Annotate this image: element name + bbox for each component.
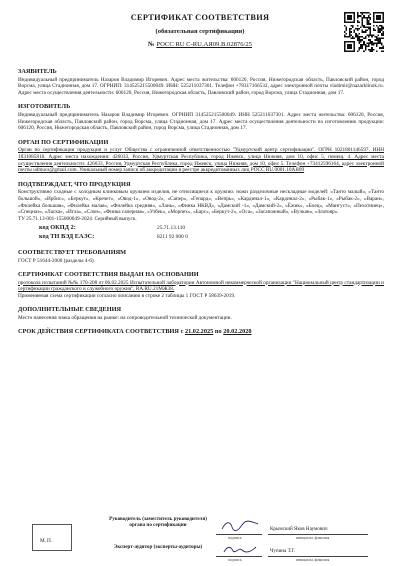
additional-info-heading: ДОПОЛНИТЕЛЬНЫЕ СВЕДЕНИЯ bbox=[18, 306, 122, 314]
expert-signature-icon bbox=[222, 543, 258, 556]
expert-name-line bbox=[268, 556, 368, 557]
manufacturer-text: Индивидуальный предприниматель Назаров Владимир Игоревич. ОГРНИП 314525215500049. ИНН 525211037301. Адрес места жительства: 606120, Россия, Нижегородская область, Павловский район, город Ворсма, улица Стадионная, дом 17. Адрес места осуществления деятельности по изготовлению продукции: 606120, Россия, Нижегородская область, Павловский район, город Ворсма, улица Стадионная, дом 17. bbox=[18, 111, 384, 132]
head-name: Крымский Яков Наумович bbox=[270, 526, 328, 532]
certificate-title: СЕРТИФИКАТ СООТВЕТСТВИЯ bbox=[130, 13, 270, 22]
qr-code bbox=[344, 12, 384, 52]
okpd2-code-row bbox=[39, 224, 384, 234]
head-name-line bbox=[268, 534, 368, 535]
head-signature-caption: подпись bbox=[228, 536, 242, 540]
registration-number-label: № bbox=[148, 41, 155, 48]
expert-signature-line bbox=[216, 556, 262, 557]
requirements-text: ГОСТ Р 51644-2000 (разделы 4-6). bbox=[18, 257, 95, 264]
basis-heading: СЕРТИФИКАТ СООТВЕТСТВИЯ ВЫДАН НА ОСНОВАНИИ bbox=[18, 271, 199, 278]
product-codes bbox=[18, 224, 384, 243]
tnved-code-label: код ТН ВЭД ЕАЭС: bbox=[39, 233, 95, 241]
applicant-text: Индивидуальный предприниматель Назаров Владимир Игоревич. Адрес места жительства: 606120, Россия, Нижегородская область, Павловский район, город Ворсма, улица Стадионная, дом 17. ОГРНИП: 314525215500049. ИНН: 525211037301. Телефон +78317166532, адрес электронной почты vladimir@nazarklinok.ru. Адрес места осуществления деятельности: 606120, Россия, Нижегородская область, Павловский район, город Ворсма, улица Стадионная, дом 17. bbox=[18, 76, 384, 96]
product-section bbox=[18, 181, 384, 243]
product-text: Конструктивно сходные с холодным клинковым оружием изделия, не относящиеся к оружию: ножи разделочные нескладные моделей: «Танто малый», «Танто большой», «Ирбис», «Беркут», «Кречет», «Овод-1», «Овод-2», «Сапер», «Гепард», «Вепрь», «Кардинал-1», «Кардинал-2», «Рыбак-1», «Рыбак-2», «Варан», «Филейка большая», «Филейка малая», «Филейка средняя», «Лань», «Финка НКВД», «Дамский -1», «Дамский-2», «Ёжик», «Боец», «Мангуст», «Пехотинец», «Спецназ», «Ласка», «Игла», «Слон», «Финка саперная», «Узбек», «Морпех», «Барс», «Беркут-2», «Оса», «Засапожный», «Вулкан», «Златояр». bbox=[18, 189, 384, 216]
okpd2-code-label: код ОКПД 2: bbox=[39, 223, 76, 231]
okpd2-code-value: 25.71.13.110 bbox=[157, 224, 186, 231]
stamp-label: М.П. bbox=[40, 538, 54, 544]
requirements-heading: СООТВЕТСТВУЕТ ТРЕБОВАНИЯМ bbox=[18, 249, 127, 257]
certification-body-section bbox=[18, 139, 384, 175]
expert-name-caption: инициалы, фамилия bbox=[296, 558, 330, 562]
manufacturer-heading: ИЗГОТОВИТЕЛЬ bbox=[18, 103, 71, 111]
expert-signature-caption: подпись bbox=[228, 558, 242, 562]
certification-body-text: Орган по сертификации продукции и услуг Общества с ограниченной ответственностью "Удмуртский центр сертификации". ОГРН 1021801146597. ИНН 1831085816. Адрес места нахождения: 426033, Россия, Удмуртская Республика, город Ижевск, улица Нижняя, дом 10, офис 5, помещ. 4. Адрес места осуществления деятельности: 426033, Россия, Удмуртская Республика, город Ижевск, улица Нижняя, дом 10, офис 5. Телефон +73412596164, адрес электронной почты udmucs@gmail.com. Уникальный номер записи об аккредитации в реестре аккредитованных лиц РОСС RU.0001.10АЯ09 bbox=[18, 147, 384, 174]
expert-name: Чупина Т.Г. bbox=[270, 548, 296, 554]
validity-from-label: с bbox=[180, 328, 184, 335]
registration-number-value: РОСС RU C-RU.АЯ09.В.02876/25 bbox=[156, 41, 252, 48]
basis-text: протокола испытаний №№ 170-208 от 06.02.2025 Испытательной лаборатории Автономной некоммерческой организации "Национальный центр стандартизации и сертификации гражданского и служебного оружия", RA.RU.21МЖ38. bbox=[18, 279, 384, 293]
registration-number bbox=[0, 40, 400, 50]
head-signature-icon bbox=[220, 519, 260, 533]
additional-info-section bbox=[18, 306, 384, 321]
validity-to-date: 20.02.2028 bbox=[223, 328, 252, 335]
manufacturer-section bbox=[18, 103, 384, 132]
head-role: Руководитель (заместитель руководителя) органа по сертификации bbox=[109, 516, 207, 529]
certificate-header bbox=[0, 12, 400, 50]
expert-role: Эксперт-аудитор (эксперты-аудиторы) bbox=[113, 544, 203, 550]
validity-label: СРОК ДЕЙСТВИЯ СЕРТИФИКАТА СООТВЕТСТВИЯ bbox=[18, 328, 179, 335]
requirements-section bbox=[18, 249, 384, 264]
validity-section bbox=[18, 328, 384, 336]
additional-info-text: Место нанесения знака обращения на рынке: на сопроводительной технической документации. bbox=[18, 314, 232, 321]
validity-to-label: по bbox=[214, 328, 222, 335]
head-signature-line bbox=[216, 534, 262, 535]
certification-body-heading: ОРГАН ПО СЕРТИФИКАЦИИ bbox=[18, 138, 109, 146]
applicant-heading: ЗАЯВИТЕЛЬ bbox=[18, 68, 57, 75]
basis-scheme: Применяемая схема сертификации согласно описанию в строке 2 таблицы 1 ГОСТ Р 58639-2019. bbox=[18, 293, 236, 299]
certificate-body bbox=[18, 68, 384, 342]
head-name-caption: инициалы, фамилия bbox=[296, 536, 330, 540]
applicant-section bbox=[18, 68, 384, 97]
product-heading: ПОДТВЕРЖДАЕТ, ЧТО ПРОДУКЦИЯ bbox=[18, 180, 131, 188]
product-tu: ТУ 25.71.13-001-155000049-2024. Серийный выпуск. bbox=[18, 216, 137, 222]
tnved-code-row bbox=[39, 233, 384, 243]
signature-block bbox=[18, 515, 384, 563]
validity-from-date: 21.02.2025 bbox=[184, 328, 214, 335]
tnved-code-value: 8211 92 000 0 bbox=[157, 234, 188, 241]
basis-section bbox=[18, 271, 384, 300]
certificate-subtitle: (обязательная сертификация) bbox=[155, 28, 245, 35]
